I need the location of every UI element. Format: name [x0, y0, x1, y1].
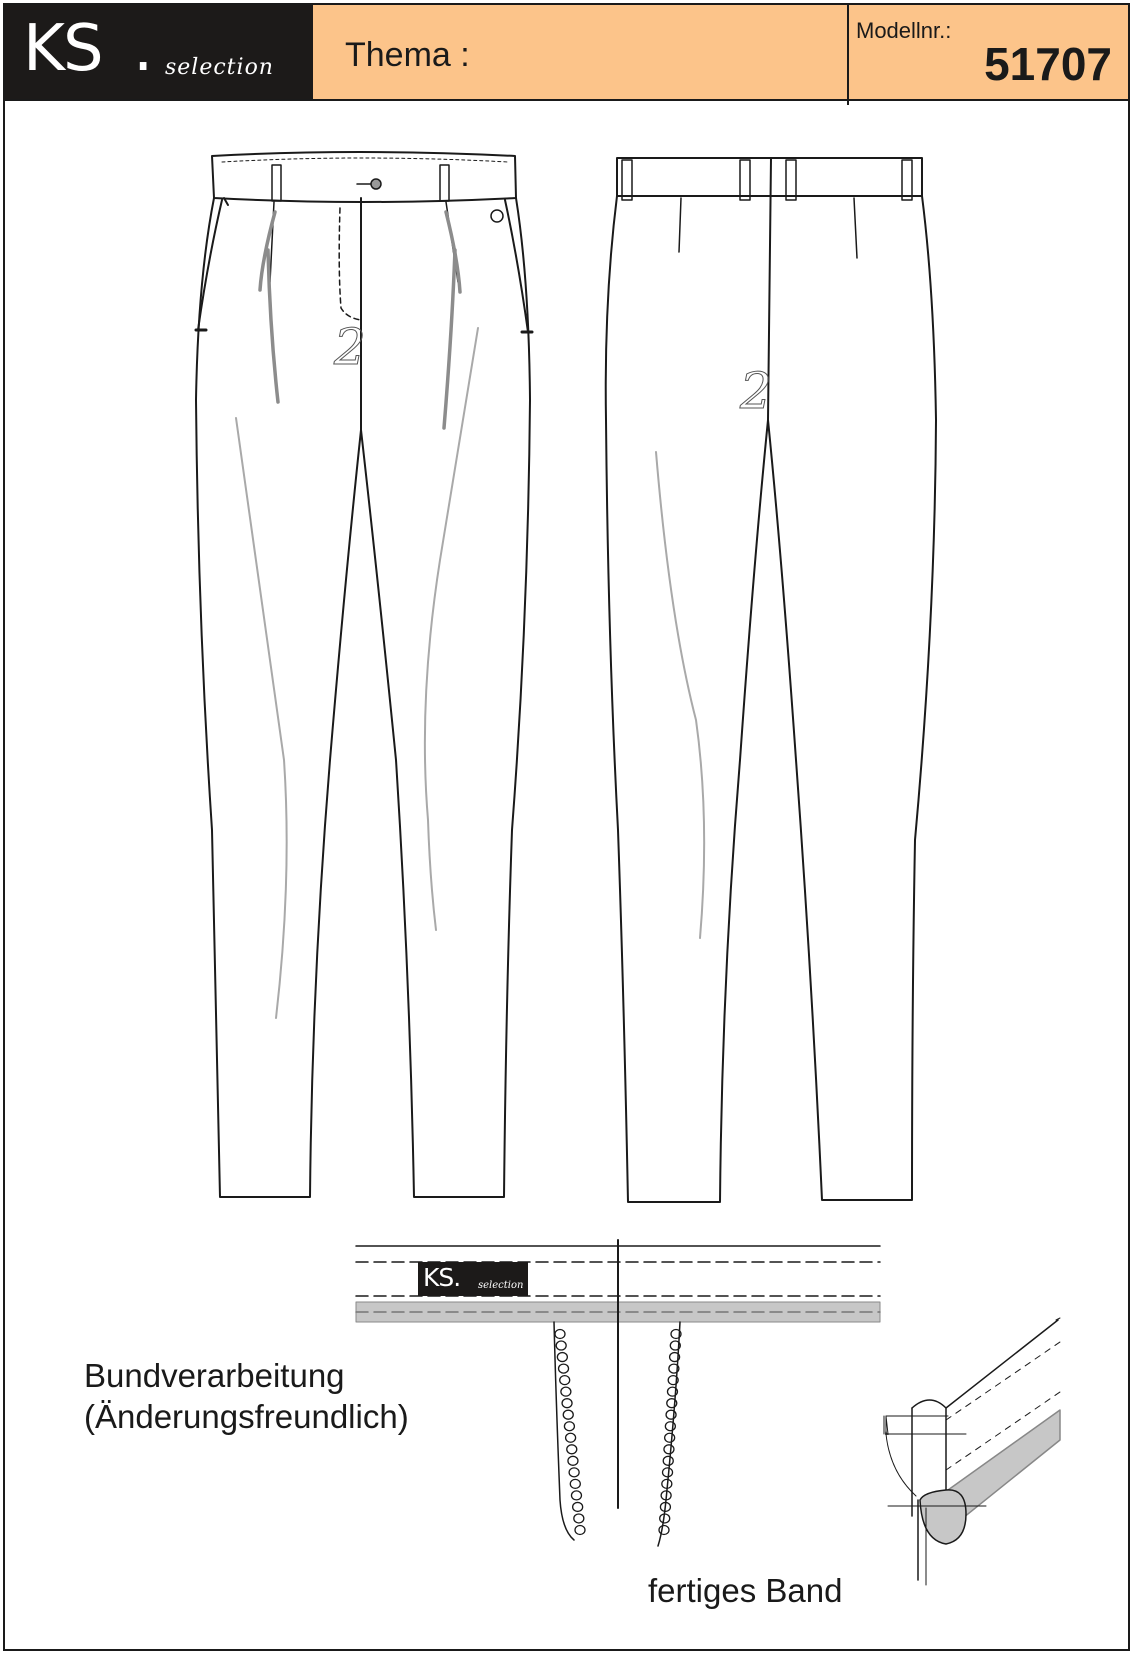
front-belt-loop-right — [440, 165, 449, 201]
overlock-loop — [664, 1445, 674, 1454]
band-3d-guide-upper — [886, 1416, 948, 1434]
overlock-loop — [573, 1502, 583, 1511]
waistband-caption-line1: Bundverarbeitung — [84, 1357, 345, 1394]
overlock-loop — [564, 1422, 574, 1431]
overlock-loop — [574, 1514, 584, 1523]
trouser-back-view — [606, 158, 936, 1202]
back-dart-right — [854, 198, 857, 258]
overlock-loop — [575, 1526, 585, 1535]
front-size-mark: 2 — [334, 318, 366, 376]
trouser-front-view — [196, 152, 532, 1197]
waistband-logo-ks: KS. — [423, 1263, 461, 1292]
back-belt-loop-3 — [786, 160, 796, 200]
finished-band-caption: fertiges Band — [648, 1572, 843, 1609]
overlock-loop — [567, 1445, 577, 1454]
band-3d-stitch-top — [946, 1342, 1060, 1420]
waistband-caption-line2: (Änderungsfreundlich) — [84, 1398, 409, 1436]
overlock-loop — [556, 1341, 566, 1350]
front-pleat-shade-left — [268, 250, 278, 402]
overlock-seam-right-line — [658, 1322, 680, 1546]
overlock-loop — [563, 1410, 573, 1419]
overlock-loop — [569, 1468, 579, 1477]
back-belt-loop-4 — [902, 160, 912, 200]
back-crease-left — [656, 452, 704, 938]
model-number: 51707 — [984, 38, 1112, 90]
overlock-loop — [568, 1456, 578, 1465]
band-3d-roll — [920, 1490, 966, 1544]
back-outline — [606, 196, 936, 1202]
waistband-logo — [418, 1262, 528, 1296]
front-rivet — [491, 210, 503, 222]
front-crease-left — [236, 418, 287, 1018]
overlock-loop — [555, 1330, 565, 1339]
back-crease-lines — [656, 452, 704, 938]
overlock-loop — [663, 1456, 673, 1465]
front-waistband — [212, 152, 516, 202]
overlock-stitch-left — [555, 1330, 585, 1535]
overlock-stitch-right — [659, 1330, 681, 1535]
front-fly-stitch — [339, 208, 361, 320]
back-dart-left — [679, 198, 681, 252]
front-belt-loop-left — [272, 165, 281, 201]
back-belt-loop-2 — [740, 160, 750, 200]
front-waistband-stitch — [222, 158, 508, 162]
front-button — [371, 179, 381, 189]
back-belt-loop-1 — [622, 160, 632, 200]
overlock-loop — [659, 1526, 669, 1535]
back-waistband — [617, 158, 922, 196]
finished-band-section — [884, 1318, 1060, 1585]
front-pleat-shade-right — [444, 250, 455, 428]
front-crease-lines — [236, 328, 478, 1018]
overlock-loop — [663, 1468, 673, 1477]
overlock-loop — [666, 1410, 676, 1419]
overlock-loop — [560, 1376, 570, 1385]
overlock-loop — [557, 1353, 567, 1362]
brand-logo-selection: selection — [165, 55, 274, 80]
overlock-loop — [566, 1433, 576, 1442]
overlock-loop — [561, 1387, 571, 1396]
waistband-logo-selection: selection — [478, 1280, 524, 1291]
back-size-mark: 2 — [740, 362, 772, 420]
overlock-loop — [571, 1491, 581, 1500]
waistband-caption — [84, 1355, 409, 1438]
brand-logo-ks: KS — [23, 12, 102, 86]
overlock-loop — [559, 1364, 569, 1373]
overlock-loop — [570, 1479, 580, 1488]
overlock-loop — [665, 1433, 675, 1442]
model-number-label: Modellnr.: — [856, 18, 952, 43]
thema-label: Thema : — [345, 36, 470, 74]
overlock-loop — [665, 1422, 675, 1431]
front-crease-right — [425, 328, 478, 930]
band-3d-top — [912, 1320, 1058, 1408]
overlock-loop — [562, 1399, 572, 1408]
brand-logo-dot: . — [133, 12, 152, 86]
